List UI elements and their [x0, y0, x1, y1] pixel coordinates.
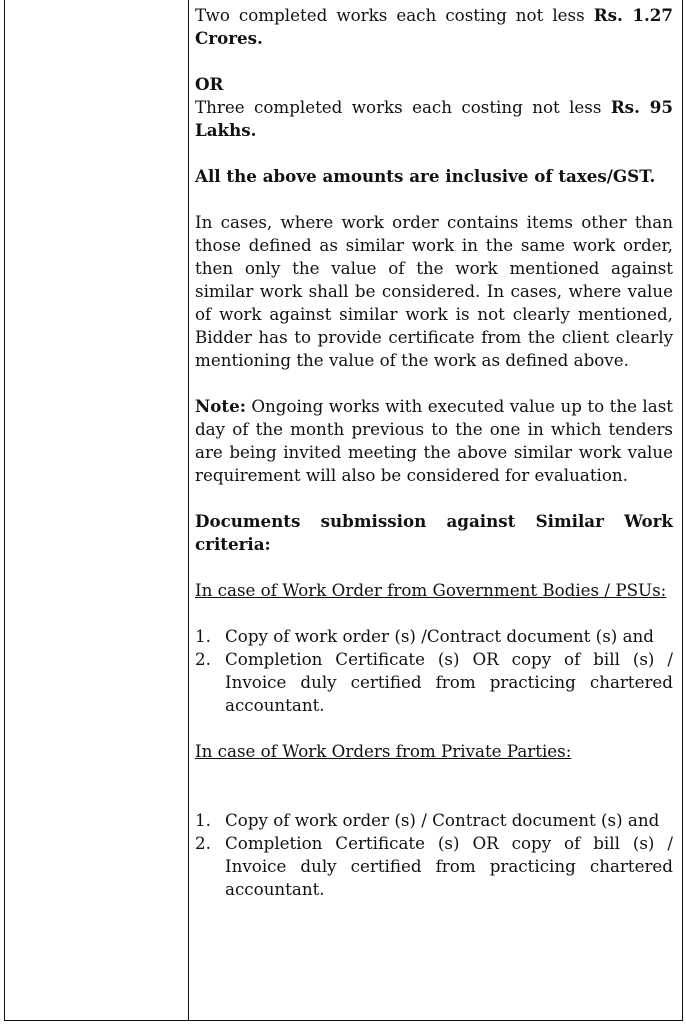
list-item: 2. Completion Certificate (s) OR copy of bill (s) / Invoice duly certified from practicing chartered accountant. — [195, 649, 673, 715]
table-left-column — [4, 0, 189, 1020]
criteria-cell — [195, 4, 673, 901]
table-bottom-border — [4, 1020, 683, 1021]
similar-work-cases-paragraph: In cases, where work order contains items other than those defined as similar work in the same work order, then only the value of the work mentioned against similar work shall be considered. In cases, where value of work against similar work is not clearly mentioned, Bidder has to provide certificate from the client clearly mentioning the value of the work as defined above. — [195, 212, 673, 370]
private-section-heading: In case of Work Orders from Private Parties: — [195, 741, 572, 761]
list-item: 1. Copy of work order (s) /Contract document (s) and — [195, 626, 654, 646]
gov-section-heading: In case of Work Order from Government Bodies / PSUs: — [195, 580, 667, 600]
ongoing-works-note: Note: Ongoing works with executed value up to the last day of the month previous to the one in which tenders are being invited meeting the above similar work value requirement will also be considered for evaluation. — [195, 396, 673, 485]
criterion-three-works: Three completed works each costing not less Rs. 95 Lakhs. — [195, 97, 673, 140]
private-documents-list — [195, 809, 673, 901]
or-label: OR — [195, 74, 224, 94]
criterion-two-works: Two completed works each costing not less Rs. 1.27 Crores. — [195, 5, 674, 48]
list-item: 2. Completion Certificate (s) OR copy of bill (s) / Invoice duly certified from practicing chartered accountant. — [195, 833, 673, 899]
taxes-note: All the above amounts are inclusive of taxes/GST. — [195, 166, 656, 186]
documents-heading: Documents submission against Similar Work criteria: — [195, 511, 673, 554]
list-item: 1. Copy of work order (s) / Contract document (s) and — [195, 810, 660, 830]
table-right-column — [188, 0, 683, 1020]
gov-documents-list — [195, 625, 673, 717]
